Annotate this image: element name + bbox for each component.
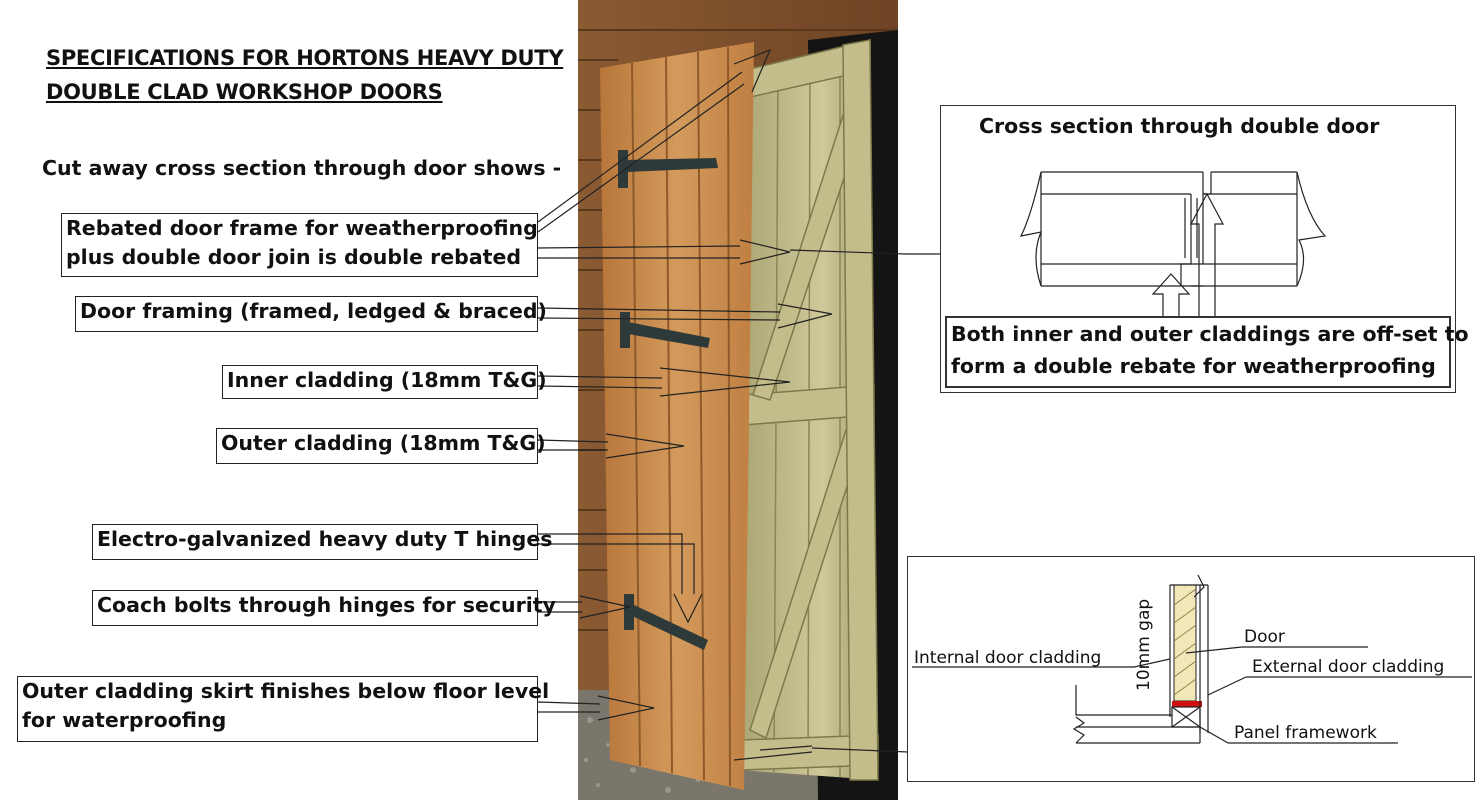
label-t-hinges-text: Electro-galvanized heavy duty T hinges: [97, 527, 553, 551]
cross-section-note-line-2: form a double rebate for weatherproofing: [951, 354, 1436, 378]
label-rebated-line-1: Rebated door frame for weatherproofing: [66, 216, 538, 240]
cross-section-title: Cross section through double door: [979, 114, 1380, 138]
label-rebated-frame: [61, 213, 538, 277]
label-door-framing: [75, 296, 547, 332]
external-cladding-label: External door cladding: [1252, 657, 1445, 677]
label-rebated-line-2: plus double door join is double rebated: [66, 245, 522, 269]
internal-cladding-label: Internal door cladding: [914, 648, 1102, 668]
door-photo: [578, 0, 898, 800]
label-t-hinges: [92, 524, 553, 560]
gap-label: 10mm gap: [1134, 598, 1154, 691]
label-outer-cladding: [216, 428, 546, 464]
label-inner-cladding-text: Inner cladding (18mm T&G): [227, 368, 547, 392]
label-skirt-line-2: for waterproofing: [22, 708, 227, 732]
label-coach-bolts: [92, 590, 556, 626]
cross-section-note: [945, 316, 1469, 388]
label-door-framing-text: Door framing (framed, ledged & braced): [80, 299, 547, 323]
cross-section-note-line-1: Both inner and outer claddings are off-set to: [951, 322, 1469, 346]
label-skirt-line-1: Outer cladding skirt finishes below floor level: [22, 679, 550, 703]
detail-panel: [907, 556, 1475, 782]
panel-framework-label: Panel framework: [1234, 723, 1377, 743]
label-coach-bolts-text: Coach bolts through hinges for security: [97, 593, 556, 617]
door-label: Door: [1244, 627, 1285, 647]
seal-strip: [1172, 701, 1202, 707]
label-outer-cladding-text: Outer cladding (18mm T&G): [221, 431, 546, 455]
page-title-line-2: DOUBLE CLAD WORKSHOP DOORS: [46, 80, 443, 104]
page-title-line-1: SPECIFICATIONS FOR HORTONS HEAVY DUTY: [46, 46, 564, 70]
label-inner-cladding: [222, 365, 547, 399]
cross-section-panel: [940, 105, 1469, 393]
intro-text: Cut away cross section through door shows -: [42, 156, 562, 180]
label-skirt: [17, 676, 550, 742]
